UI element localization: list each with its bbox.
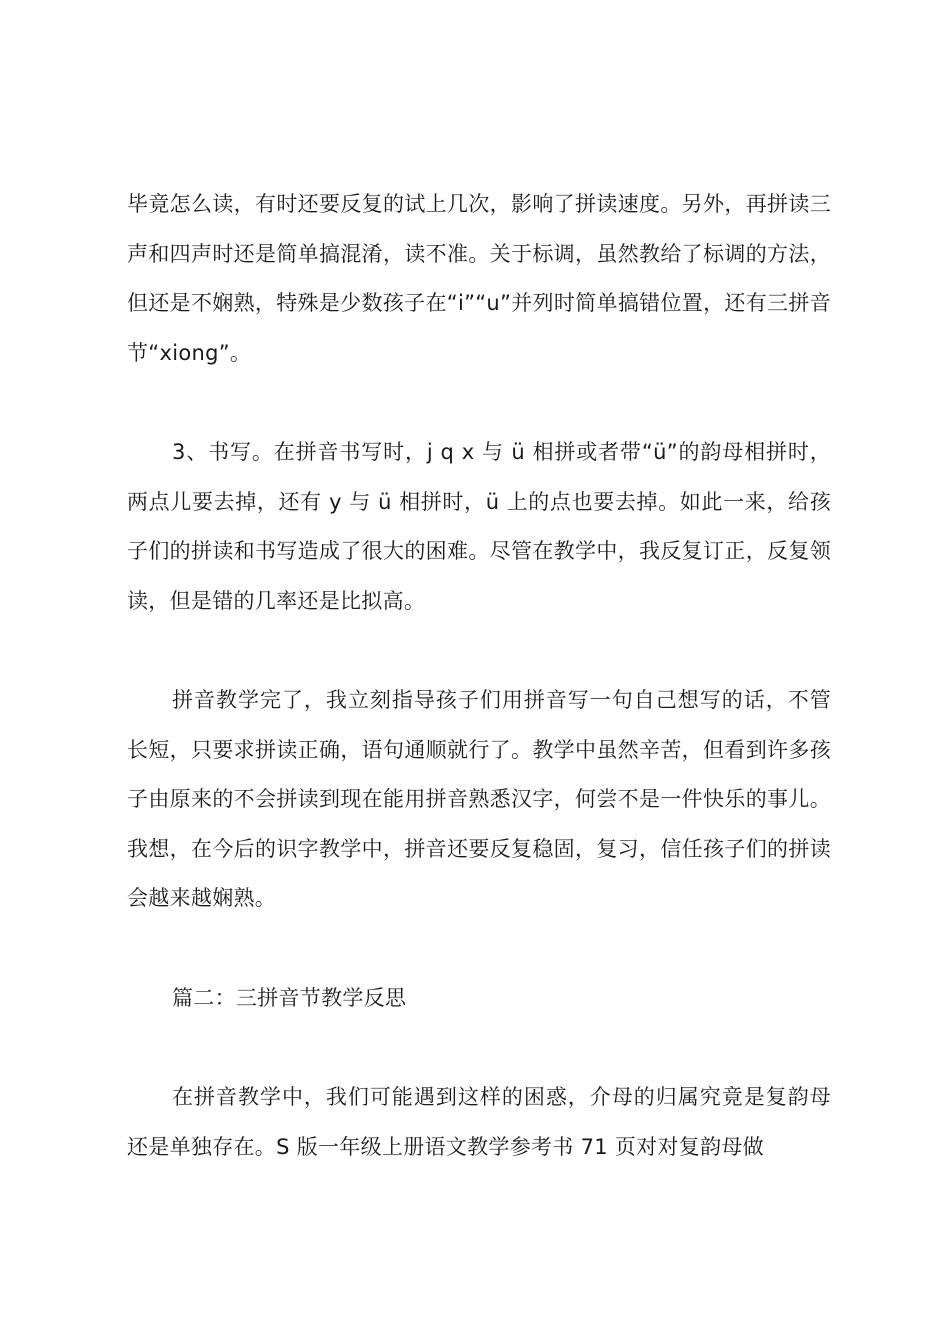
paragraph-spacer — [127, 924, 831, 974]
paragraph-continuation: 毕竟怎么读，有时还要反复的试上几次，影响了拼读速度。另外，再拼读三声和四声时还是简单搞混淆，读不准。关于标调，虽然教给了标调的方法，但还是不娴熟，特殊是少数孩子在“i”“u”并列时简单搞错位置，还有三拼音节“xiong”。 — [127, 192, 831, 365]
paragraph-writing: 3、书写。在拼音书写时，j q x 与 ü 相拼或者带“ü”的韵母相拼时，两点儿要去掉，还有 y 与 ü 相拼时，ü 上的点也要去掉。如此一来，给孩子们的拼读和书写造成了很大的困难。尽管在教学中，我反复订正，反复领读，但是错的几率还是比拟高。 — [127, 440, 831, 613]
paragraph-spacer — [127, 626, 831, 676]
document-body — [127, 180, 831, 1172]
paragraph-conclusion: 拼音教学完了，我立刻指导孩子们用拼音写一句自己想写的话，不管长短，只要求拼读正确，语句通顺就行了。教学中虽然辛苦，但看到许多孩子由原来的不会拼读到现在能用拼音熟悉汉字，何尝不是一件快乐的事儿。我想，在今后的识字教学中，拼音还要反复稳固，复习，信任孩子们的拼读会越来越娴熟。 — [127, 688, 831, 910]
paragraph-spacer — [127, 1023, 831, 1073]
paragraph-spacer — [127, 378, 831, 428]
section-heading: 篇二：三拼音节教学反思 — [172, 985, 407, 1010]
paragraph-intro: 在拼音教学中，我们可能遇到这样的困惑，介母的归属究竟是复韵母还是单独存在。S 版一年级上册语文教学参考书 71 页对对复韵母做 — [127, 1085, 831, 1159]
